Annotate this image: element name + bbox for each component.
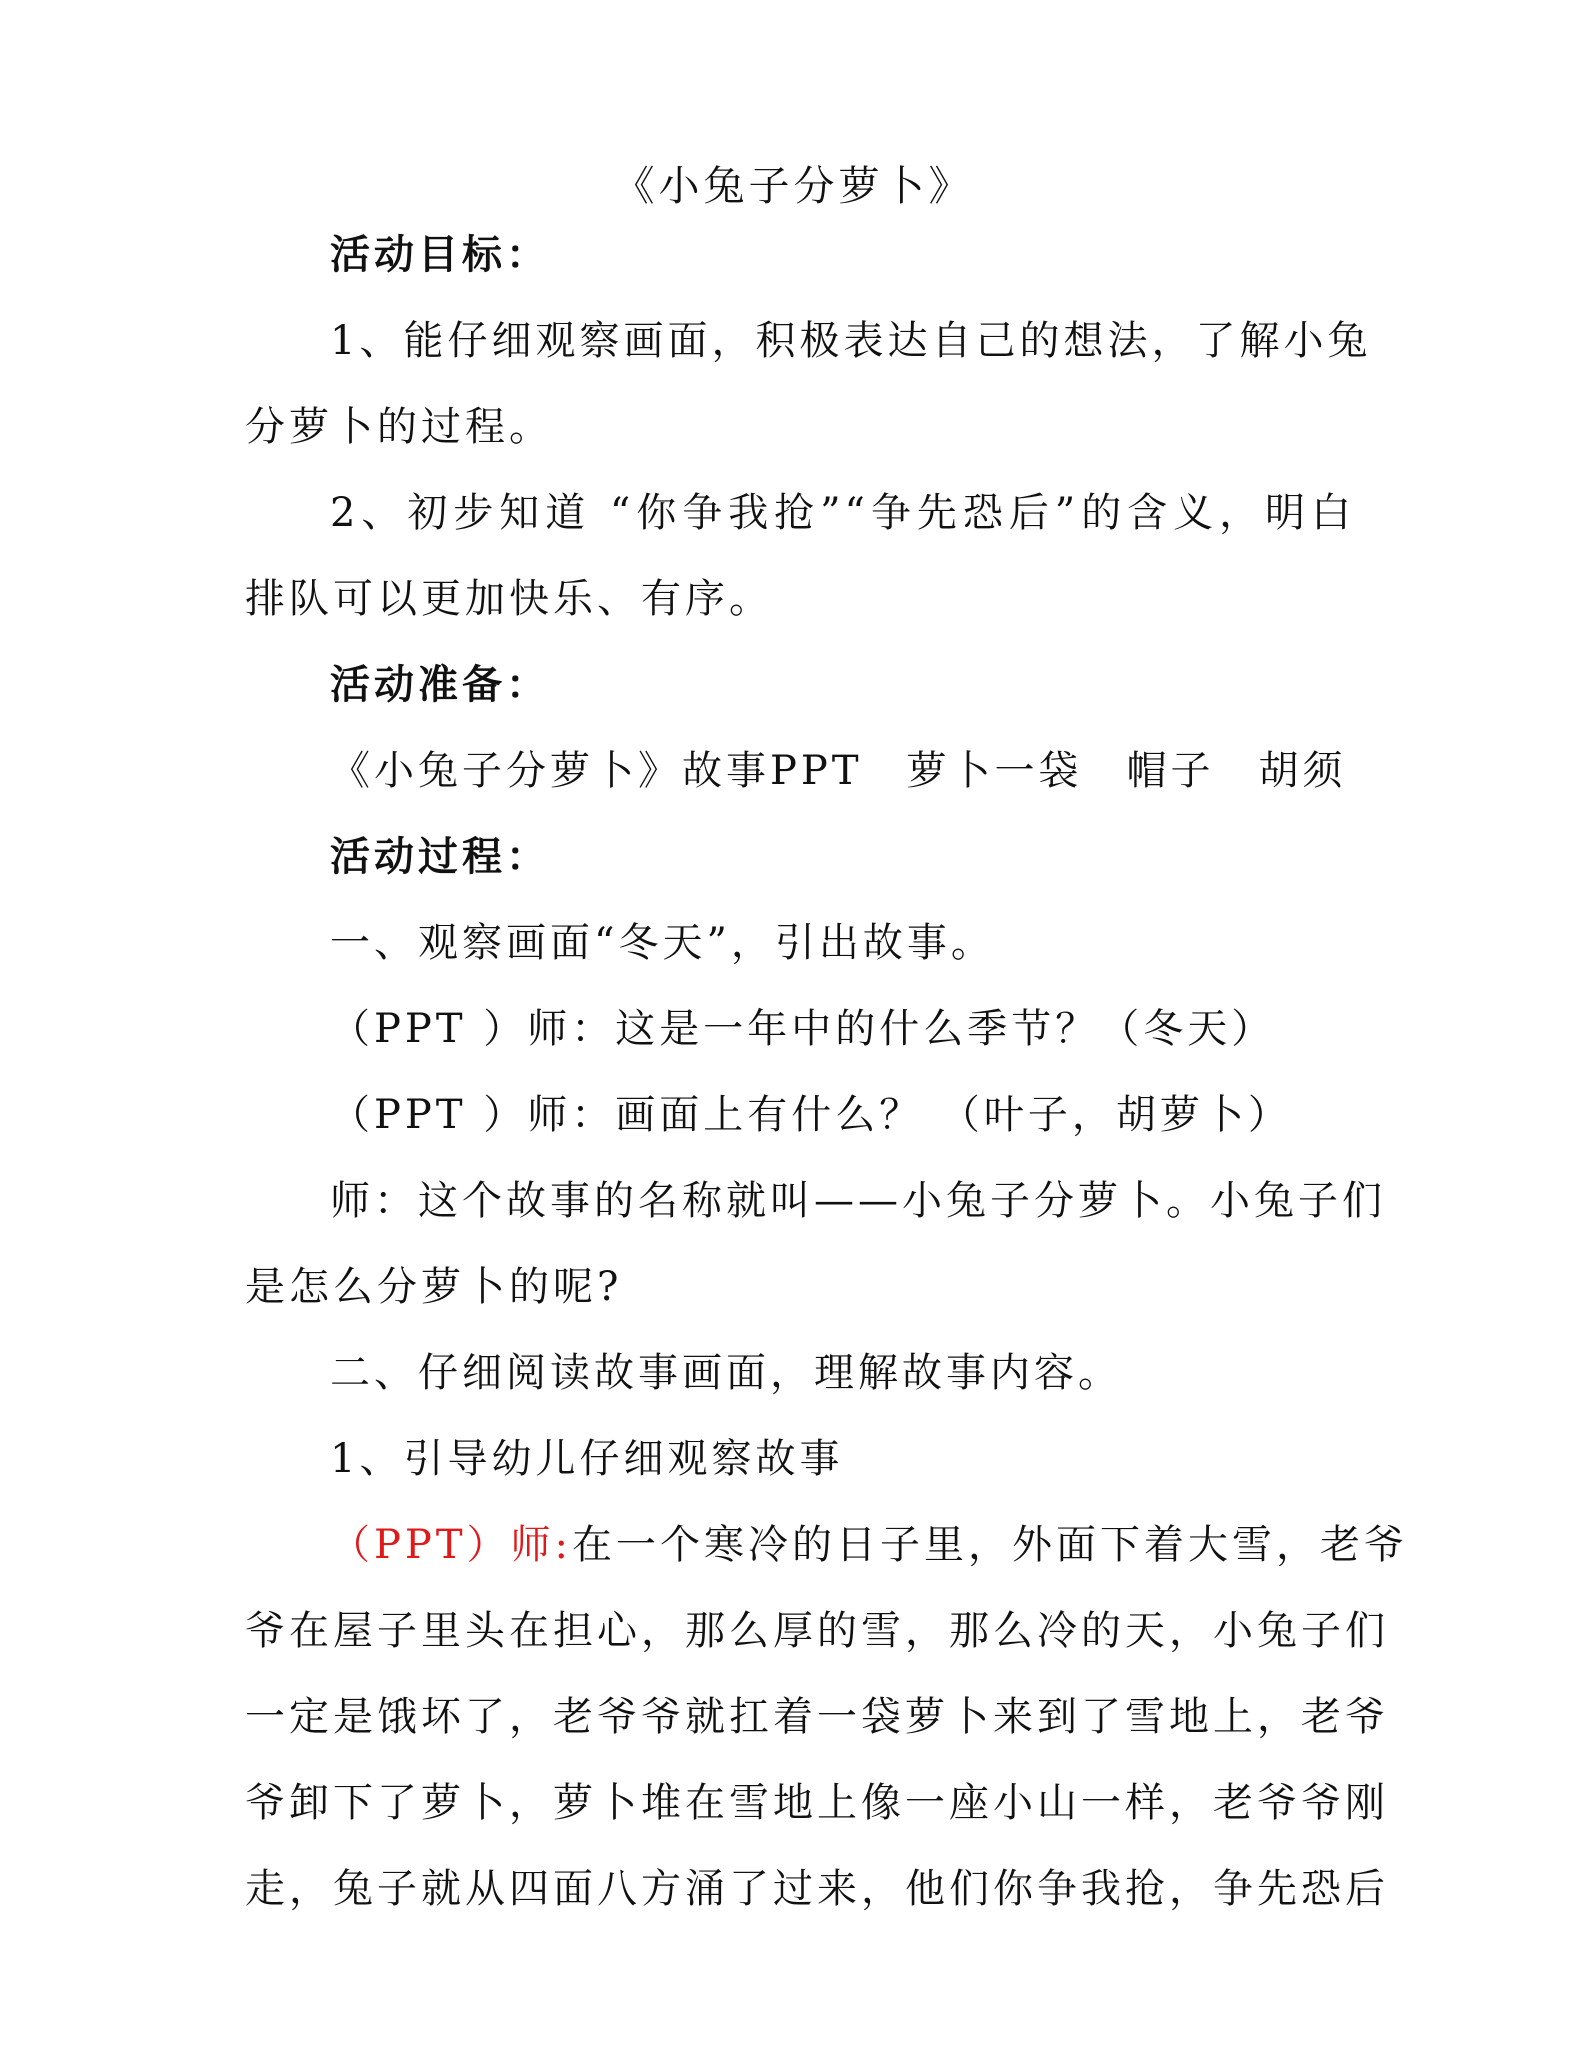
- qa-1: （PPT ）师：这是一年中的什么季节？（冬天）: [330, 1006, 1276, 1052]
- story-line-1-text: 在一个寒冷的日子里，外面下着大雪，老爷: [571, 1522, 1408, 1568]
- goal-1-line-2: 分萝卜的过程。: [245, 404, 553, 450]
- goal-1-line-1: 1、能仔细观察画面，积极表达自己的想法，了解小兔: [330, 318, 1372, 364]
- step-1: 一、观察画面“冬天”，引出故事。: [330, 920, 995, 966]
- goal-2-line-1: 2、初步知道 “你争我抢”“争先恐后”的含义，明白: [330, 490, 1355, 536]
- qa-2: （PPT ）师：画面上有什么？ （叶子，胡萝卜）: [330, 1092, 1292, 1138]
- process-heading: 活动过程：: [330, 833, 550, 880]
- story-line-1: [330, 1517, 1408, 1573]
- step-2: 二、仔细阅读故事画面，理解故事内容。: [330, 1350, 1122, 1396]
- story-line-4: 爷卸下了萝卜，萝卜堆在雪地上像一座小山一样，老爷爷刚: [245, 1780, 1389, 1826]
- sub-step-1: 1、引导幼儿仔细观察故事: [330, 1436, 844, 1482]
- goal-2-line-2: 排队可以更加快乐、有序。: [245, 576, 773, 622]
- story-line-2: 爷在屋子里头在担心，那么厚的雪，那么冷的天，小兔子们: [245, 1608, 1389, 1654]
- teacher-line-2: 是怎么分萝卜的呢?: [245, 1264, 623, 1310]
- prep-items: 《小兔子分萝卜》故事PPT 萝卜一袋 帽子 胡须: [330, 748, 1347, 794]
- goal-heading: 活动目标：: [330, 231, 550, 278]
- story-line-3: 一定是饿坏了，老爷爷就扛着一袋萝卜来到了雪地上，老爷: [245, 1694, 1389, 1740]
- prep-heading: 活动准备：: [330, 661, 550, 708]
- story-ppt-label: （PPT）师:: [330, 1522, 572, 1568]
- document-title: 《小兔子分萝卜》: [613, 162, 974, 210]
- teacher-line-1: 师：这个故事的名称就叫——小兔子分萝卜。小兔子们: [330, 1178, 1386, 1224]
- story-line-5: 走，兔子就从四面八方涌了过来，他们你争我抢，争先恐后: [245, 1866, 1389, 1912]
